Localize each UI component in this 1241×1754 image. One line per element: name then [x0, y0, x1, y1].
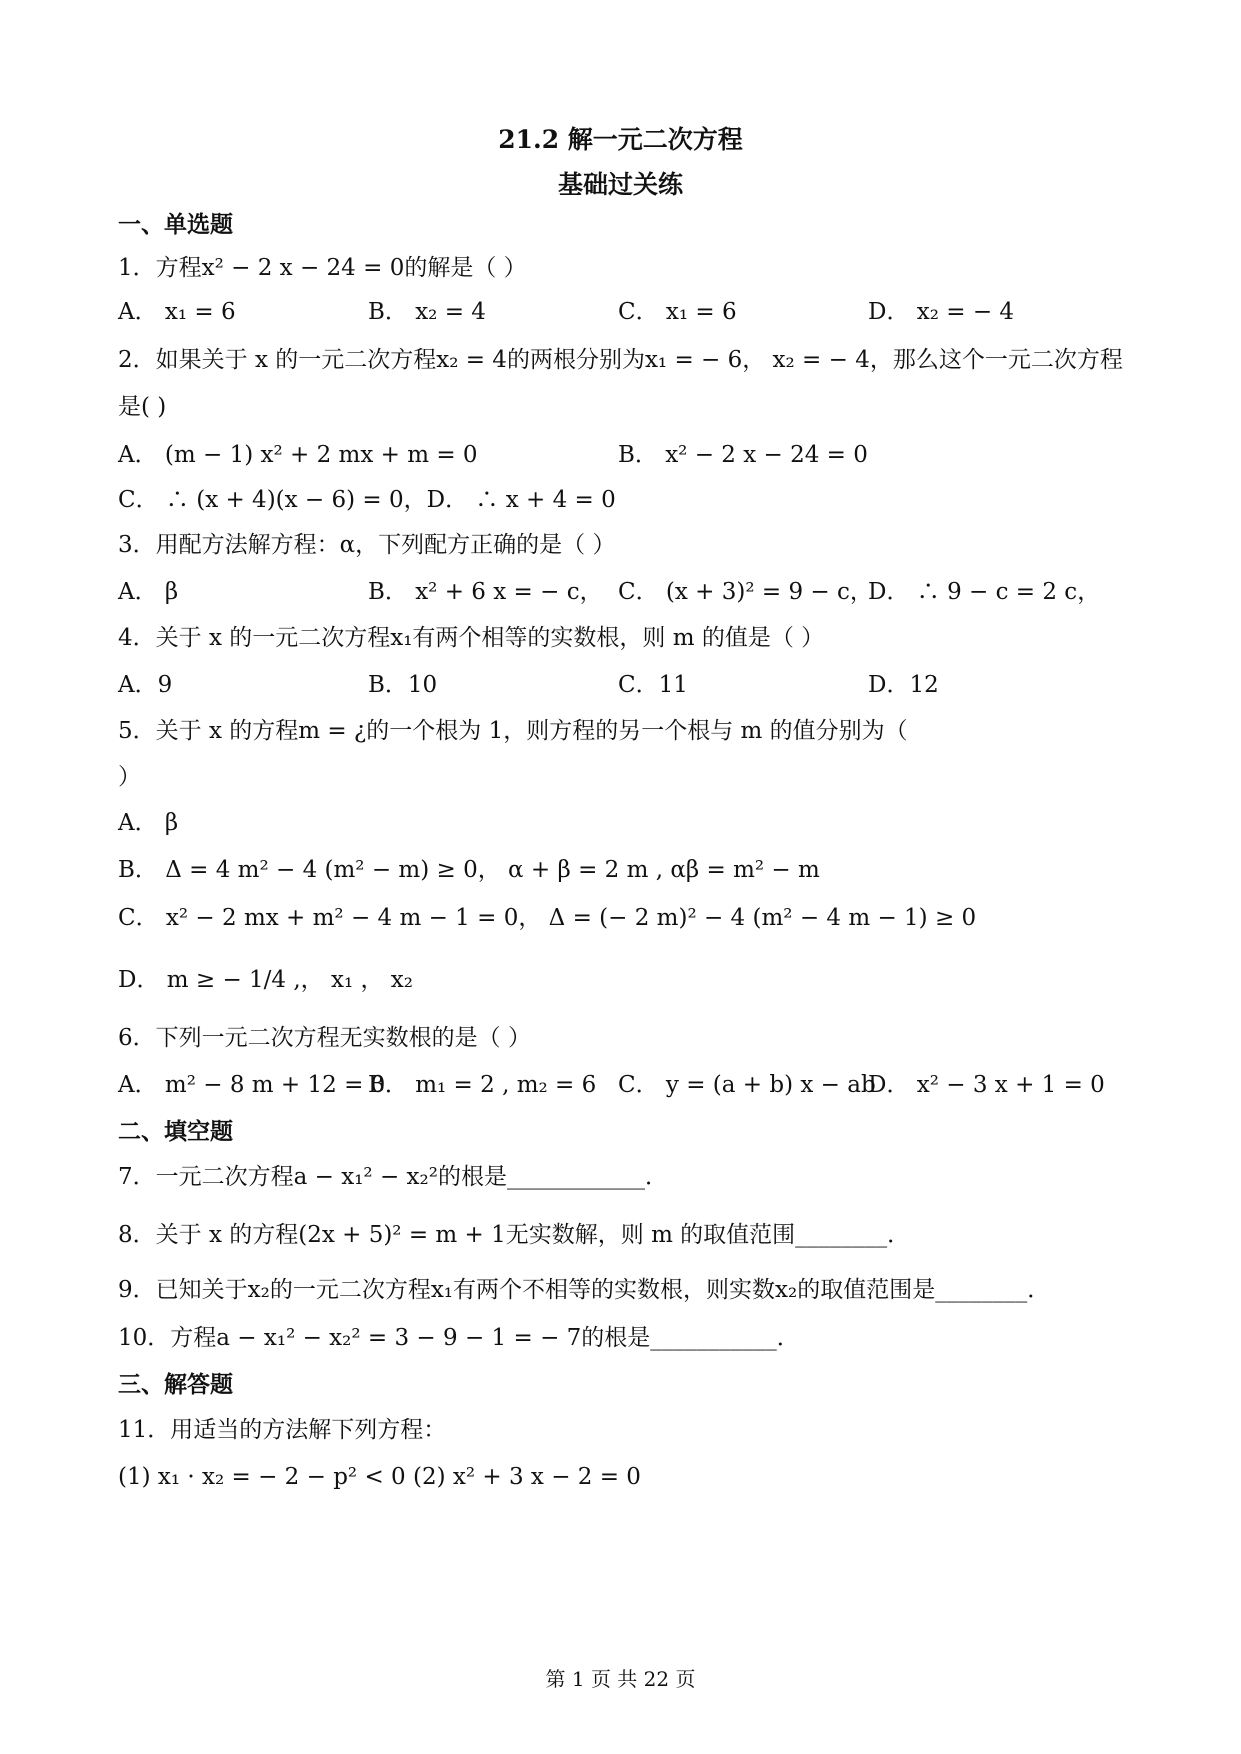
question-5-stem: 5．关于 x 的方程m = ¿的一个根为 1，则方程的另一个根与 m 的值分别为（	[118, 718, 908, 744]
question-1-stem: 1．方程x² − 2 x − 24 = 0的解是（ ）	[118, 255, 527, 281]
question-6-stem: 6．下列一元二次方程无实数根的是（ ）	[118, 1025, 531, 1051]
question-2-stem-cont: 是( )	[118, 394, 167, 420]
question-2-stem: 2．如果关于 x 的一元二次方程x₂ = 4的两根分别为x₁ = − 6， x₂ = − 4，那么这个一元二次方程	[118, 347, 1123, 373]
option-b: B． x₂ = 4	[368, 299, 486, 325]
option-a: A． β	[118, 579, 179, 605]
question-8: 8．关于 x 的方程(2x + 5)² = m + 1无实数解，则 m 的取值范围________．	[118, 1222, 911, 1248]
option-a: A． x₁ = 6	[118, 299, 236, 325]
option-c: C． y = (a + b) x − ab	[618, 1072, 876, 1098]
question-10: 10．方程a − x₁² − x₂² = 3 − 9 − 1 = − 7的根是___________．	[118, 1325, 800, 1351]
question-3-stem: 3．用配方法解方程：α，下列配方正确的是（ ）	[118, 532, 616, 558]
question-5-option-b: B． Δ = 4 m² − 4 (m² − m) ≥ 0， α + β = 2 m , αβ = m² − m	[118, 857, 820, 883]
option-b: B．10	[368, 672, 438, 698]
option-a: A． (m − 1) x² + 2 mx + m = 0	[118, 442, 478, 468]
option-d: D． ∴ 9 − c = 2 c，	[868, 579, 1101, 605]
question-5-stem-cont: ）	[118, 764, 141, 790]
option-a: A． m² − 8 m + 12 = 0	[118, 1072, 386, 1098]
question-11-parts: (1) x₁ · x₂ = − 2 − p² < 0 (2) x² + 3 x − 2 = 0	[118, 1464, 641, 1490]
question-5-option-d: D． m ≥ − 1/4 ,， x₁ ， x₂	[118, 967, 413, 993]
page-subtitle: 基础过关练	[557, 170, 683, 199]
section-heading-1: 一、单选题	[118, 211, 233, 238]
question-2-options-cd: C． ∴ (x + 4)(x − 6) = 0，D． ∴ x + 4 = 0	[118, 487, 616, 513]
option-a: A．9	[118, 672, 173, 698]
option-c: C． (x + 3)² = 9 − c，	[618, 579, 873, 605]
option-b: B． m₁ = 2 , m₂ = 6	[368, 1072, 597, 1098]
option-b: B． x² + 6 x = − c，	[368, 579, 603, 605]
option-d: D． x₂ = − 4	[868, 299, 1015, 325]
option-d: D．12	[868, 672, 939, 698]
section-heading-3: 三、解答题	[118, 1371, 233, 1398]
question-9: 9．已知关于x₂的一元二次方程x₁有两个不相等的实数根，则实数x₂的取值范围是________．	[118, 1277, 1051, 1303]
question-11-stem: 11．用适当的方法解下列方程：	[118, 1417, 447, 1443]
question-4-stem: 4．关于 x 的一元二次方程x₁有两个相等的实数根，则 m 的值是（ ）	[118, 625, 825, 651]
page-footer: 第 1 页 共 22 页	[545, 1667, 696, 1691]
option-c: C． x₁ = 6	[618, 299, 737, 325]
option-c: C．11	[618, 672, 688, 698]
option-d: D． x² − 3 x + 1 = 0	[868, 1072, 1105, 1098]
section-heading-2: 二、填空题	[118, 1118, 233, 1145]
question-5-option-c: C． x² − 2 mx + m² − 4 m − 1 = 0， Δ = (− 2 m)² − 4 (m² − 4 m − 1) ≥ 0	[118, 905, 977, 931]
page-title: 21.2 解一元二次方程	[498, 125, 743, 154]
question-7: 7．一元二次方程a − x₁² − x₂²的根是____________．	[118, 1164, 668, 1190]
question-5-option-a: A． β	[118, 810, 179, 836]
option-b: B． x² − 2 x − 24 = 0	[618, 442, 868, 468]
